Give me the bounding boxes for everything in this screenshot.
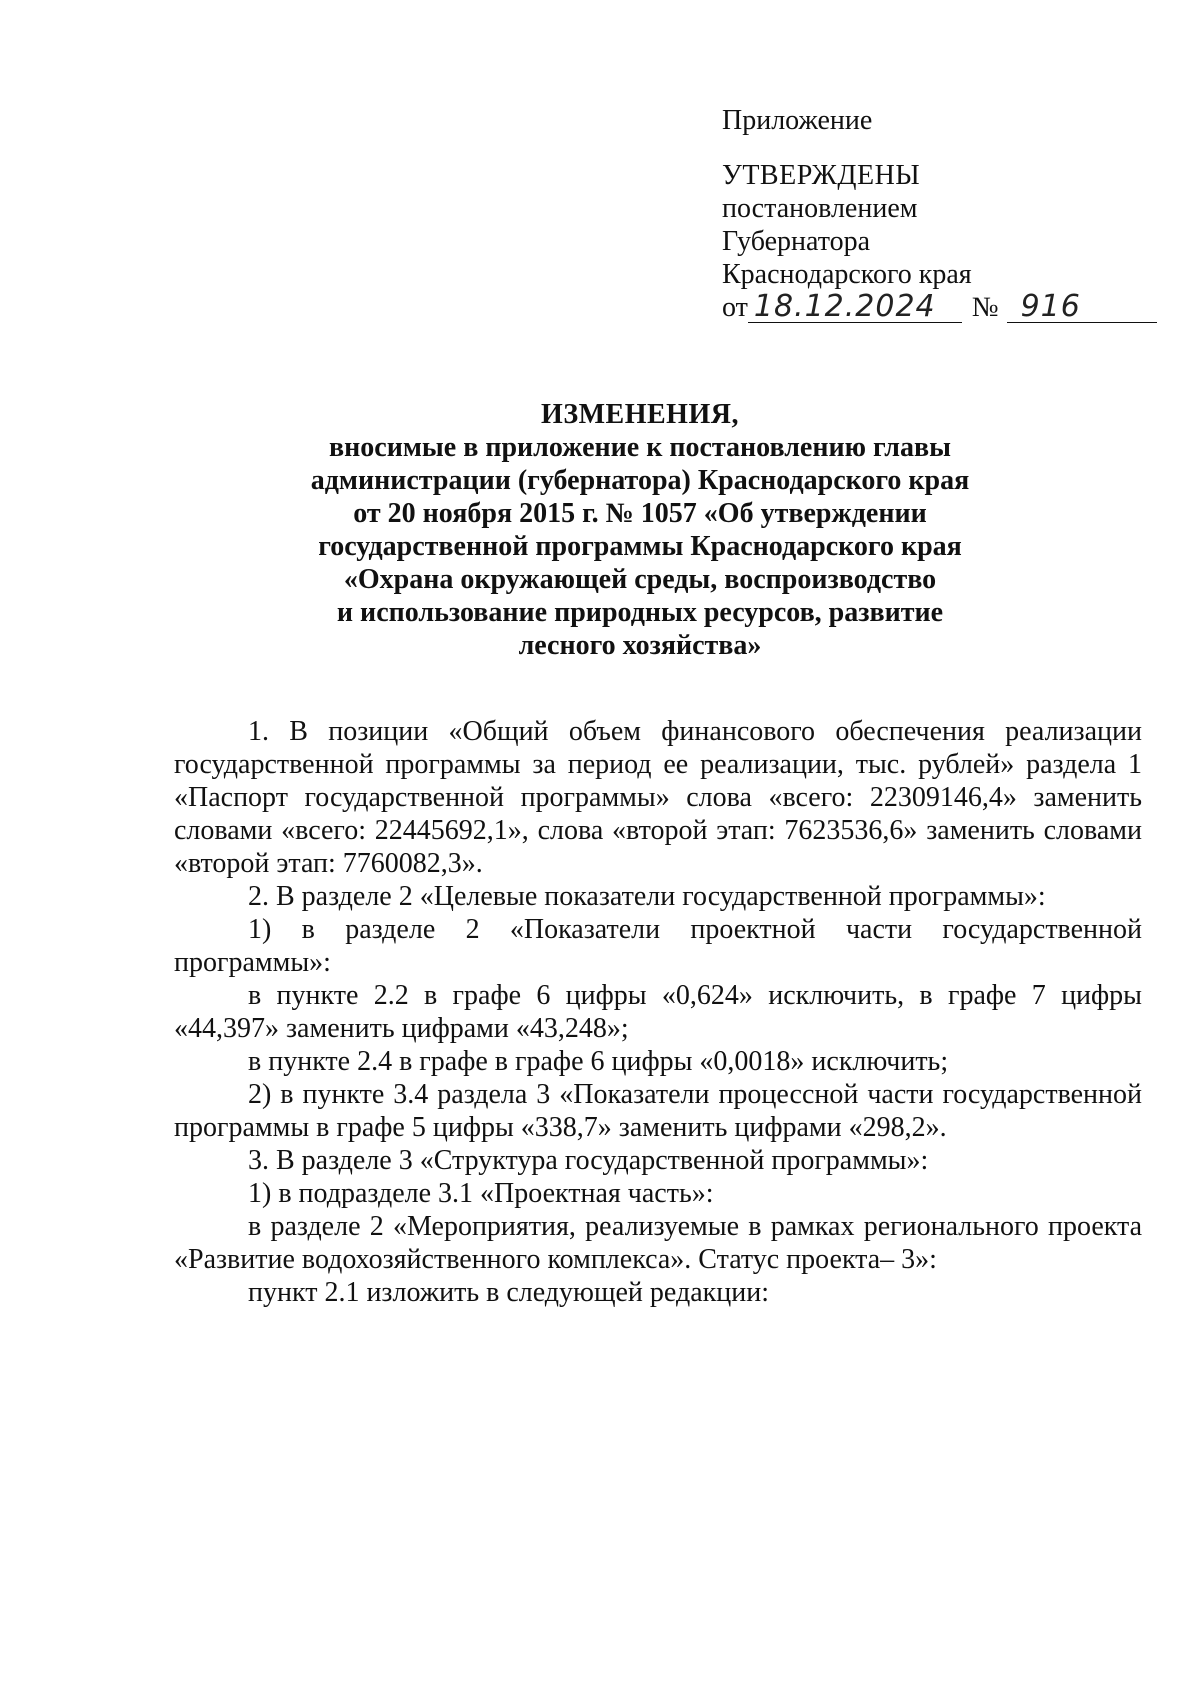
number-sign: №	[971, 292, 999, 323]
paragraph: 1. В позиции «Общий объем финансового обеспечения реализации государственной программы за период ее реализации, тыс. рублей» раздела 1 «Паспорт государственной программы» слова «всего: 22309146,4» заменить словами «всего: 22445692,1», слова «второй этап: 7623536,6» заменить словами «второй этап: 7760082,3».	[174, 716, 1142, 879]
handwritten-date: 18.12.2024	[748, 292, 962, 323]
appendix-label: Приложение	[722, 105, 873, 136]
document-body	[174, 715, 1142, 1309]
from-label: от	[722, 292, 748, 323]
title-line: «Охрана окружающей среды, воспроизводство	[343, 564, 937, 595]
paragraph: в разделе 2 «Мероприятия, реализуемые в рамках регионального проекта «Развитие водохозяйственного комплекса». Статус проекта– 3»:	[174, 1211, 1142, 1275]
title-line: администрации (губернатора) Краснодарского края	[310, 465, 970, 496]
title-line: от 20 ноября 2015 г. № 1057 «Об утверждении	[353, 498, 927, 529]
approval-block	[722, 104, 1162, 324]
title-line: вносимые в приложение к постановлению главы	[329, 432, 951, 463]
handwritten-number: 916	[1007, 292, 1157, 323]
document-title	[230, 398, 1050, 662]
title-line: государственной программы Краснодарского края	[318, 531, 962, 562]
paragraph: 2. В разделе 2 «Целевые показатели государственной программы»:	[248, 881, 1046, 912]
paragraph: 3. В разделе 3 «Структура государственной программы»:	[248, 1145, 929, 1176]
title-line: и использование природных ресурсов, развитие	[336, 597, 944, 628]
paragraph: в пункте 2.4 в графе в графе 6 цифры «0,0018» исключить;	[248, 1046, 949, 1077]
approved-heading: УТВЕРЖДЕНЫ	[722, 160, 921, 191]
title-line: лесного хозяйства»	[518, 630, 762, 661]
paragraph: в пункте 2.2 в графе 6 цифры «0,624» исключить, в графе 7 цифры «44,397» заменить цифрами «43,248»;	[174, 980, 1142, 1044]
approval-line-2: Губернатора	[722, 226, 871, 257]
paragraph: пункт 2.1 изложить в следующей редакции:	[248, 1277, 769, 1308]
paragraph: 1) в разделе 2 «Показатели проектной части государственной программы»:	[174, 914, 1142, 978]
approval-line-1: постановлением	[722, 193, 918, 224]
title-main: ИЗМЕНЕНИЯ,	[541, 399, 739, 430]
paragraph: 1) в подразделе 3.1 «Проектная часть»:	[248, 1178, 714, 1209]
paragraph: 2) в пункте 3.4 раздела 3 «Показатели процессной части государственной программы в графе 5 цифры «338,7» заменить цифрами «298,2».	[174, 1079, 1142, 1143]
date-number-line	[722, 291, 1162, 324]
approval-line-3: Краснодарского края	[722, 259, 972, 290]
